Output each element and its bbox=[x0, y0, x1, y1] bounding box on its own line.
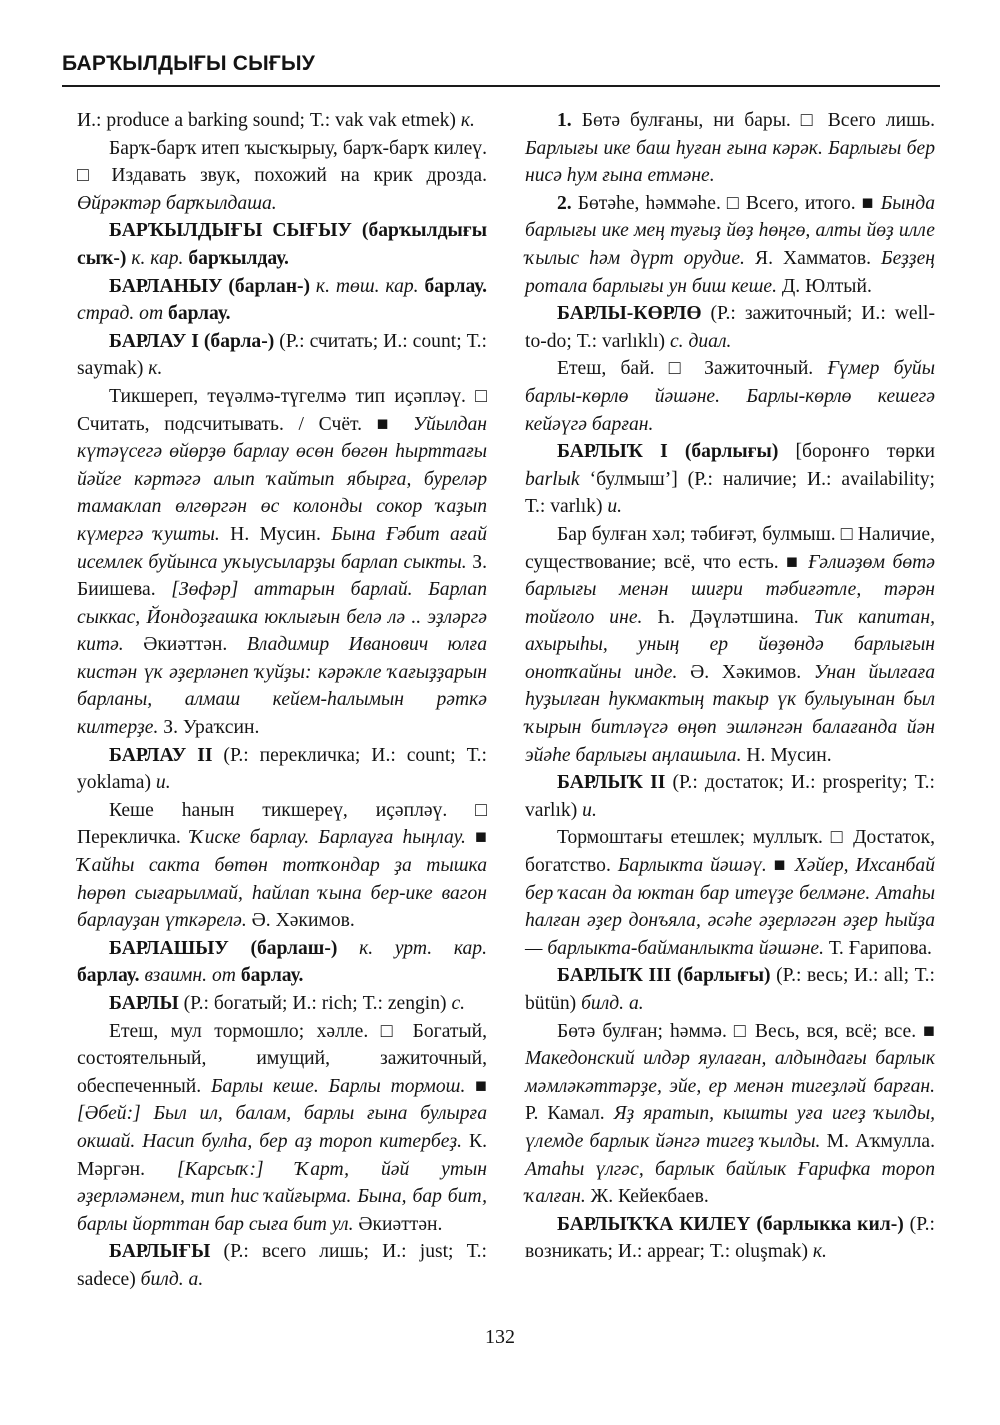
running-head: БАРҠЫЛДЫҒЫ СЫҒЫУ bbox=[62, 52, 316, 75]
entry-headword: БАРЛАУ I (барла-) (Р.: считать; И.: count; Т.: saymak) к. bbox=[77, 330, 487, 380]
entry-headword: БАРЛЫҠ III (барлығы) (Р.: весь; И.: all; Т.: bütün) билд. а. bbox=[525, 965, 935, 1014]
definition: Тормоштағы етешлек; муллыҡ. □ Достаток, богатство. Барлыкта йәшәү. ■ Хәйер, Ихсанбай бер ҡасан да юктан бар итеүҙе белмәне. Атаһы һалған әҙер донъяла, әсәһе әҙерләгән әҙер һыйҙа — барлыкта-байманлыкта йәшәне. Т. Ғарипова. bbox=[525, 827, 935, 959]
entry-headword: БАРЛЫҒЫ (Р.: всего лишь; И.: just; Т.: sadece) билд. а. bbox=[77, 1241, 487, 1290]
entry-headword: БАРЛАУ II (Р.: перекличка; И.: count; Т.: yoklama) и. bbox=[77, 744, 487, 794]
definition: Етеш, бай. □ Зажиточный. Ғүмер буйы барлы-көрлө йәшәне. Барлы-көрлө кешегә кейәүгә барған. bbox=[525, 358, 935, 435]
entry-headword: БАРЛЫ (Р.: богатый; И.: rich; Т.: zengin) с. bbox=[109, 993, 466, 1014]
entry-headword: БАРЛАШЫУ (барлаш-) к. урт. кар. барлау. взаимн. от барлау. bbox=[77, 937, 487, 987]
definition: Бөтә булған; һәммә. □ Весь, вся, всё; все. ■ Македонский илдәр яулаған, алдындағы барлык мәмләкәттәрҙе, эйе, ер менән тигеҙләй барған. Р. Камал. Яҙ яратып, кышты уға игеҙ ҡылды, үлемде барлык йәнгә тигеҙ ҡылды. М. Аҡмулла. Атаһы үлгәс, барлык байлык Ғарифка тороп ҡалған. Ж. Кейекбаев. bbox=[525, 1020, 935, 1208]
definition: Тикшереп, теүәлмә-түгелмә тип иҫәпләү. □ Считать, подсчитывать. / Счёт. ■ Уйылдан күтәүсегә өйөрҙө барлау өсөн бөгөн һырттағы йәйге кәртәгә алып ҡайтып ябырға, буреләр тамаклап өлгөргән өс колонды сокор ҡаҙып күмергә ҡушты. Н. Мусин. Бына Ғәбит ағай исемлек буйынса уҡыусыларҙы барлап сыкты. З. Биишева. [Зөфәр] аттарын барлай. Барлап сыккас, Йондоҙғашка юклығын белә лә .. эҙләргә китә. Әкиәттән. Владимир Иванович юлға кистән үк әҙерләнеп ҡуйҙы: кәрәкле ҡағыҙҙарын барланы, алмаш кейем-һалымын рәткә килтерҙе. З. Ураҡсин. bbox=[77, 385, 488, 739]
definition: 1. Бөтә булғаны, ни бары. □ Всего лишь. Барлығы ике баш һуған ғына кәрәк. Барлығы бер нисә һум ғына етмәне. bbox=[525, 110, 935, 187]
entry-headword: БАРҠЫЛДЫҒЫ СЫҒЫУ (барҡылдығы сыҡ-) к. кар. барҡылдау. bbox=[77, 220, 487, 269]
page-number: 132 bbox=[485, 1326, 515, 1348]
definition: Барҡ-барҡ итеп ҡысҡырыу, барҡ-барҡ килеү. □ Издавать звук, похожий на крик дрозда. Өйрәктәр барҡылдаша. bbox=[77, 137, 487, 214]
entry-headword: БАРЛЫҠҠА КИЛЕҮ (барлыкка кил-) (Р.: возникать; И.: appear; Т.: oluşmak) к. bbox=[525, 1213, 935, 1263]
definition: Бар булған хәл; тәбиғәт, булмыш. □ Наличие, существование; всё, что есть. ■ Ғәлиәҙөм бөтә барлығы менән шиғри тәбиғәтле, тәрән тойғоло ине. Һ. Дәүләтшина. Тик капитан, ахырыһы, уныӊ ер йөҙөндә барлығын онотҡайны инде. Ә. Хәкимов. Унан йылғаға һуҙылған һукмактыӊ такыр үк булыуынан был ҡырын битләүгә өӊөп эшләнгән балағанда йән эйәһе барлығы аӊлашыла. Н. Мусин. bbox=[525, 523, 936, 766]
left-column bbox=[77, 107, 487, 1294]
definition: Кеше һанын тикшереү, иҫәпләү. □ Перекличка. Ҡиске барлау. Барлауға һыңлау. ■ Ҡайһы сакта бөтөн тотҡондар ҙа тышка һөрөп сығарылмай, һайлап ҡына бер-ике вагон барлауҙан үткәрелә. Ә. Хәкимов. bbox=[77, 799, 487, 932]
entry-continuation: И.: produce a barking sound; Т.: vak vak etmek) к. bbox=[77, 110, 475, 131]
right-column bbox=[525, 107, 935, 1266]
entry-headword: БАРЛАНЫУ (барлан-) к. төш. кар. барлау. страд. от барлау. bbox=[77, 275, 487, 325]
entry-headword: БАРЛЫҠ II (Р.: достаток; И.: prosperity; Т.: varlık) и. bbox=[525, 772, 935, 821]
entry-headword: БАРЛЫ-КӨРЛӨ (Р.: зажиточный; И.: well-to-do; Т.: varlıklı) с. диал. bbox=[525, 303, 935, 352]
definition: Етеш, мул тормошло; хәлле. □ Богатый, состоятельный, имущий, зажиточный, обеспеченный. Барлы кеше. Барлы тормош. ■ [Әбей:] Был ил, балам, барлы ғына булырға окшай. Насип булһа, бер аҙ тороп китербеҙ. К. Мәргән. [Карсыҡ:] Ҡарт, йәй утын әҙерләмәнем, тип һис ҡайғырма. Бына, бар бит, барлы йорттан бар сыға бит ул. Әкиәттән. bbox=[77, 1020, 488, 1235]
entry-headword: БАРЛЫҠ I (барлығы) [боронғо төрки barlыk ‘булмыш’] (Р.: наличие; И.: availability; Т.: varlık) и. bbox=[525, 441, 935, 518]
definition: 2. Бөтәһе, һәммәһе. □ Всего, итого. ■ Бында барлығы ике меӊ туғыҙ йөҙ һөӊгө, алты йөҙ илле ҡылыс һәм дүрт орудие. Я. Хамматов. Беҙҙеӊ ротала барлығы ун биш кеше. Д. Юлтый. bbox=[525, 192, 935, 297]
header-rule bbox=[62, 85, 940, 87]
